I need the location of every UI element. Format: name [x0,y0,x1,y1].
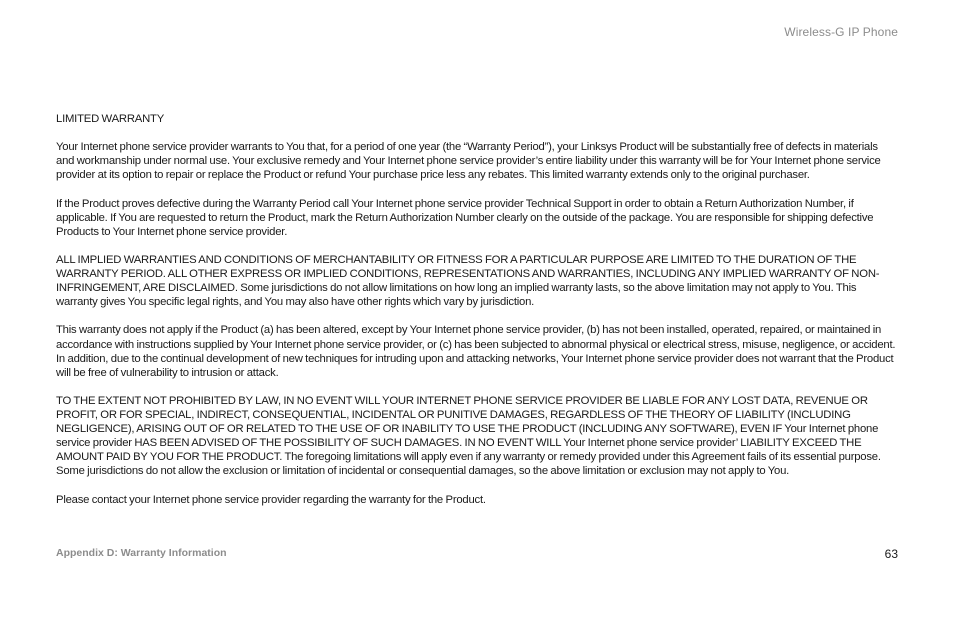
header-product-name: Wireless-G IP Phone [784,25,898,39]
warranty-paragraph-6: Please contact your Internet phone service provider regarding the warranty for the Product. [56,493,486,506]
warranty-paragraph-2: If the Product proves defective during the Warranty Period call Your Internet phone service provider Technical Support in order to obtain a Return Authorization Number, if applicable. If You are requested to return the Product, mark the Return Authorization Number clearly on the outside of the package. You are responsible for shipping defective Products to Your Internet phone service provider. [56,197,874,238]
warranty-paragraph-3: ALL IMPLIED WARRANTIES AND CONDITIONS OF MERCHANTABILITY OR FITNESS FOR A PARTICULAR PURPOSE ARE LIMITED TO THE DURATION OF THE WARRANTY PERIOD. ALL OTHER EXPRESS OR IMPLIED CONDITIONS, REPRESENTATIONS AND WARRANTIES, INCLUDING ANY IMPLIED WARRANTY OF NON-INFRINGEMENT, ARE DISCLAIMED. Some jurisdictions do not allow limitations on how long an implied warranty lasts, so the above limitation may not apply to You. This warranty gives You specific legal rights, and You may also have other rights which vary by jurisdiction. [56,253,880,309]
warranty-paragraph-1: Your Internet phone service provider warrants to You that, for a period of one year (the “Warranty Period”), your Linksys Product will be substantially free of defects in materials and workmanship under normal use. Your exclusive remedy and Your Internet phone service provider’s entire liability under this warranty will be for Your Internet phone service provider at its option to repair or replace the Product or refund Your purchase price less any rebates. This limited warranty extends only to the original purchaser. [56,141,881,182]
footer-section-title: Appendix D: Warranty Information [56,547,227,559]
warranty-paragraph-4: This warranty does not apply if the Product (a) has been altered, except by Your Internet phone service provider, (b) has not been installed, operated, repaired, or maintained in accordance with instructions supplied by Your Internet phone service provider, or (c) has been subjected to abnormal physical or electrical stress, misuse, negligence, or accident. In addition, due to the continual development of new techniques for intruding upon and attacking networks, Your Internet phone service provider does not warrant that the Product will be free of vulnerability to intrusion or attack. [56,324,896,379]
page-number: 63 [884,547,898,561]
warranty-paragraph-5: TO THE EXTENT NOT PROHIBITED BY LAW, IN NO EVENT WILL YOUR INTERNET PHONE SERVICE PROVIDER BE LIABLE FOR ANY LOST DATA, REVENUE OR PROFIT, OR FOR SPECIAL, INDIRECT, CONSEQUENTIAL, INCIDENTAL OR PUNITIVE DAMAGES, REGARDLESS OF THE THEORY OF LIABILITY (INCLUDING NEGLIGENCE), ARISING OUT OF OR RELATED TO THE USE OF OR INABILITY TO USE THE PRODUCT (INCLUDING ANY SOFTWARE), EVEN IF Your Internet phone service provider HAS BEEN ADVISED OF THE POSSIBILITY OF SUCH DAMAGES. IN NO EVENT WILL Your Internet phone service provider’ LIABILITY EXCEED THE AMOUNT PAID BY YOU FOR THE PRODUCT. The foregoing limitations will apply even if any warranty or remedy provided under this Agreement fails of its essential purpose. Some jurisdictions do not allow the exclusion or limitation of incidental or consequential damages, so the above limitation or exclusion may not apply to You. [56,394,881,478]
warranty-heading: LIMITED WARRANTY [56,113,165,125]
warranty-body [56,112,897,521]
